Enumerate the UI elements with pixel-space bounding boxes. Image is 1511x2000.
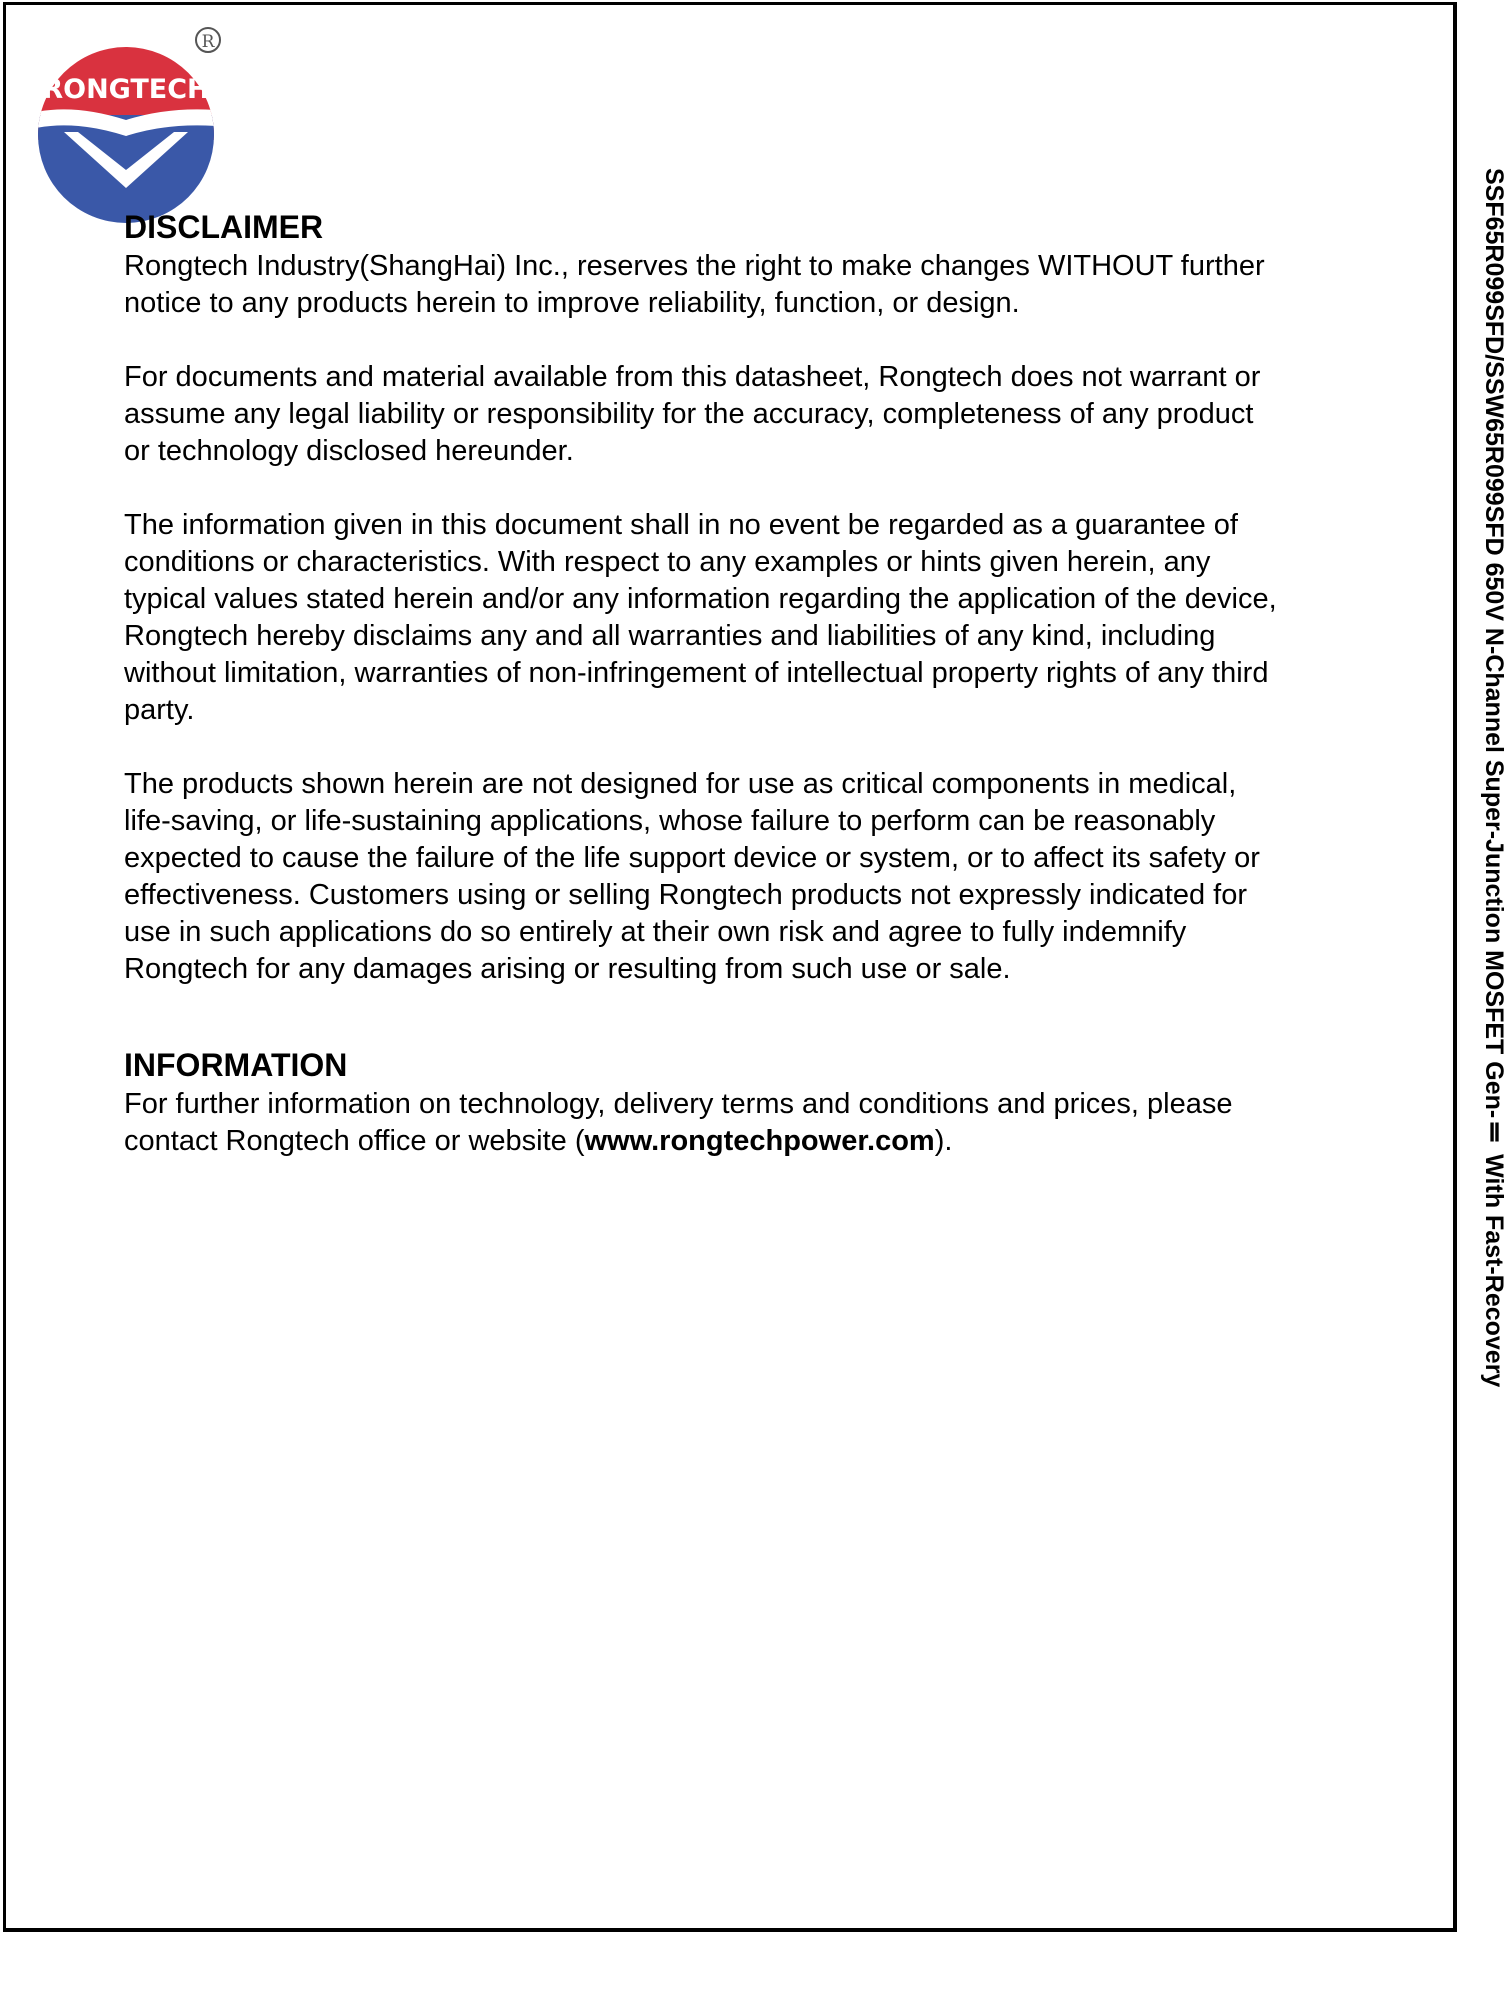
website-link[interactable]: www.rongtechpower.com [584, 1125, 935, 1157]
text-line: For further information on technology, delivery terms and conditions and prices, please [124, 1088, 1233, 1120]
text-line: conditions or characteristics. With respect to any examples or hints given herein, any [124, 546, 1211, 578]
text-line: Rongtech Industry(ShangHai) Inc., reserves the right to make changes WITHOUT further [124, 250, 1265, 282]
text-line [124, 1123, 1364, 1160]
text-line: effectiveness. Customers using or selling Rongtech products not expressly indicated for [124, 879, 1247, 911]
disclaimer-paragraph-4 [124, 766, 1364, 988]
disclaimer-paragraph-1 [124, 248, 1364, 322]
text-line: expected to cause the failure of the life support device or system, or to affect its safety or [124, 842, 1260, 874]
text-line: party. [124, 694, 195, 726]
text-line: Rongtech hereby disclaims any and all warranties and liabilities of any kind, including [124, 620, 1216, 652]
text-line: Rongtech for any damages arising or resulting from such use or sale. [124, 953, 1011, 985]
text-line: use in such applications do so entirely at their own risk and agree to fully indemnify [124, 916, 1187, 948]
information-paragraph [124, 1086, 1364, 1160]
disclaimer-heading: DISCLAIMER [124, 209, 324, 245]
product-side-title: SSF65R099SFD/SSW65R099SFD 650V N-Channel Super-Junction MOSFET Gen-Ⅱ With Fast-Recovery [1480, 168, 1508, 1388]
rongtech-logo [36, 20, 236, 210]
logo-brand-text: RONGTECH [42, 74, 210, 105]
text-line: The products shown herein are not designed for use as critical components in medical, [124, 768, 1237, 800]
text-line: typical values stated herein and/or any information regarding the application of the device, [124, 583, 1277, 615]
rongtech-logo-icon [36, 20, 236, 210]
information-heading: INFORMATION [124, 1047, 348, 1083]
text-line: life-saving, or life-sustaining applications, whose failure to perform can be reasonably [124, 805, 1216, 837]
document-body [124, 206, 1364, 1160]
disclaimer-paragraph-3 [124, 507, 1364, 729]
disclaimer-paragraph-2 [124, 359, 1364, 470]
text-line: or technology disclosed hereunder. [124, 435, 574, 467]
contact-text: contact Rongtech office or website ( [124, 1125, 585, 1157]
text-line: notice to any products herein to improve reliability, function, or design. [124, 287, 1020, 319]
text-line: without limitation, warranties of non-infringement of intellectual property rights of any third [124, 657, 1269, 689]
text-line: The information given in this document shall in no event be regarded as a guarantee of [124, 509, 1238, 541]
text-line: assume any legal liability or responsibility for the accuracy, completeness of any product [124, 398, 1254, 430]
registered-mark: R [201, 32, 215, 52]
text-line: For documents and material available from this datasheet, Rongtech does not warrant or [124, 361, 1261, 393]
contact-text-end: ). [934, 1125, 953, 1157]
